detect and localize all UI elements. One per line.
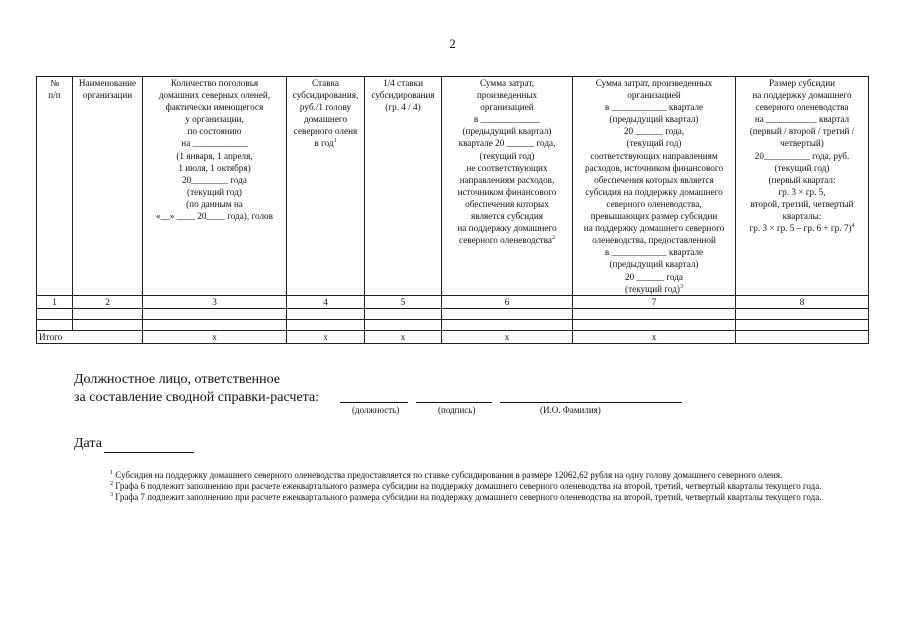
- responsible-title-line: за составление сводной справки-расчета:: [74, 390, 320, 405]
- table-row: [37, 308, 869, 319]
- table-cell[interactable]: [573, 319, 736, 330]
- footnote-mark: 4: [851, 223, 855, 230]
- full-name-line[interactable]: [500, 402, 682, 403]
- footnote: $^3$ Графа 7 подлежит заполнению при расчете ежеквартального размера субсидии на поддержку домашнего северного оленеводства на второй, третий, четвертый кварталы текущего года.: [110, 492, 822, 503]
- table-cell[interactable]: [73, 319, 143, 330]
- header-cell: Размер субсидии на поддержку домашнего северного оленеводства на ___________ квартал (первый / второй / третий / четвертый) 20__________ года, руб. (текущий год) (первый квартал: гр. 3 × гр. 5, второй, третий, четвертый кварталы: гр. 3 × гр. 5 – гр. 6 + гр. 7)$^4$: [736, 77, 869, 296]
- name-caption: (И.О. Фамилия): [540, 405, 601, 415]
- column-number: 2: [73, 295, 143, 308]
- signature-line[interactable]: [416, 402, 492, 403]
- table-cell[interactable]: [442, 308, 573, 319]
- footnote: $^1$ Субсидия на поддержку домашнего северного оленеводства предоставляется по ставке субсидирования в размере 12062,62 рубля на одну голову домашнего северного оленя.: [110, 470, 783, 480]
- footnote-mark: 3: [679, 283, 683, 290]
- table-cell[interactable]: [442, 319, 573, 330]
- column-number: 6: [442, 295, 573, 308]
- header-cell: Сумма затрат, произведенных организацией в _____________ (предыдущий квартал) квартале 20 ______ года, (текущий год) не соответствующих направлениям расходов, источником финансового обеспечения которых является субсидия на поддержку домашнего северного оленеводства$^2$: [442, 77, 573, 296]
- header-cell: 1/4 ставки субсидирования (гр. 4 / 4): [365, 77, 442, 296]
- table-cell[interactable]: [573, 308, 736, 319]
- total-cell: х: [365, 330, 442, 343]
- total-row: [37, 330, 869, 343]
- table-cell[interactable]: [287, 319, 365, 330]
- table-cell[interactable]: [365, 308, 442, 319]
- signature-caption: (подпись): [438, 405, 476, 415]
- column-number: 1: [37, 295, 73, 308]
- table-cell[interactable]: [736, 308, 869, 319]
- total-cell: [736, 330, 869, 343]
- footnote-mark: 2: [551, 235, 555, 242]
- subsidy-calculation-table: [36, 76, 869, 344]
- total-cell: х: [573, 330, 736, 343]
- footnote-mark: 1: [333, 138, 337, 145]
- header-cell: Сумма затрат, произведенных организацией в ____________ квартале (предыдущий квартал) 20 ______ года, (текущий год) соответствующих направлениям расходов, источником финансового обеспечения которых является субсидия на поддержку домашнего северного оленеводства, превышающих размер субсидии на поддержку домашнего северного оленеводства, предоставленной в ____________ квартале (предыдущий квартал) 20 ______ года (текущий год)$^3$: [573, 77, 736, 296]
- total-cell: х: [442, 330, 573, 343]
- column-number-row: [37, 295, 869, 308]
- footnotes: [74, 470, 858, 504]
- header-row: [37, 77, 869, 296]
- header-cell: Наименование организации: [73, 77, 143, 296]
- table-cell[interactable]: [37, 319, 73, 330]
- table-cell[interactable]: [73, 308, 143, 319]
- total-label: Итого: [37, 330, 143, 343]
- column-number: 4: [287, 295, 365, 308]
- header-cell: Количество поголовья домашних северных оленей, фактически имеющегося у организации, по состоянию на ____________ (1 января, 1 апреля, 1 июля, 1 октября) 20________ года (текущий год) (по данным на «__» ____ 20____ года), голов: [143, 77, 287, 296]
- page-number: 2: [449, 36, 456, 51]
- table-cell[interactable]: [736, 319, 869, 330]
- column-number: 8: [736, 295, 869, 308]
- responsible-person-title: [74, 371, 319, 407]
- column-number: 7: [573, 295, 736, 308]
- table-cell[interactable]: [287, 308, 365, 319]
- position-line[interactable]: [340, 402, 408, 403]
- header-cell: № п/п: [37, 77, 73, 296]
- position-caption: (должность): [352, 405, 400, 415]
- table-row: [37, 319, 869, 330]
- table-cell[interactable]: [143, 319, 287, 330]
- table-cell[interactable]: [365, 319, 442, 330]
- total-cell: х: [143, 330, 287, 343]
- column-number: 3: [143, 295, 287, 308]
- responsible-title-line: Должностное лицо, ответственное: [74, 372, 280, 387]
- footnote: $^2$ Графа 6 подлежит заполнению при расчете ежеквартального размера субсидии на поддержку домашнего северного оленеводства на второй, третий, четвертый кварталы текущего года.: [110, 481, 822, 492]
- table-cell[interactable]: [37, 308, 73, 319]
- total-cell: х: [287, 330, 365, 343]
- header-cell: Ставка субсидирования, руб./1 голову домашнего северного оленя в год$^1$: [287, 77, 365, 296]
- column-number: 5: [365, 295, 442, 308]
- table-cell[interactable]: [143, 308, 287, 319]
- date-line[interactable]: [104, 452, 194, 453]
- date-label: Дата: [74, 436, 102, 451]
